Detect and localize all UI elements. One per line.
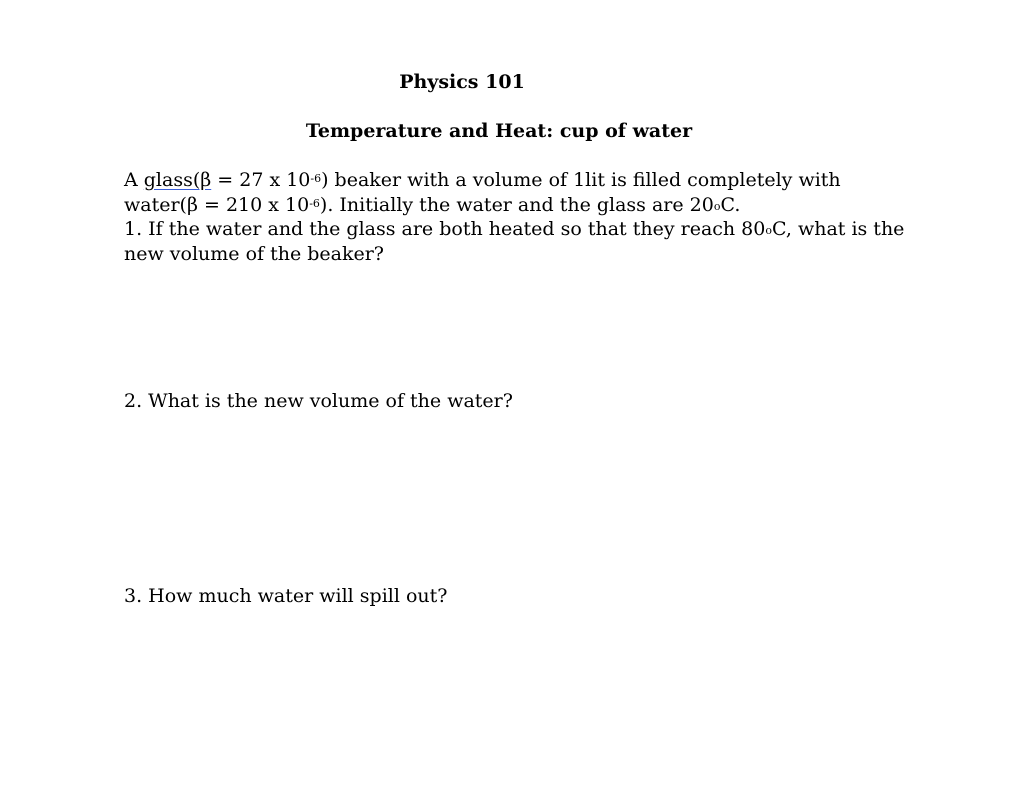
degree-symbol: o: [765, 224, 772, 237]
exponent: -6: [310, 172, 322, 185]
intro-text: = 27 x 10: [211, 169, 311, 191]
worksheet-title: Temperature and Heat: cup of water: [305, 120, 693, 142]
problem-statement: [124, 168, 905, 266]
intro-line-2: [124, 193, 884, 218]
intro-text: water(β = 210 x 10: [124, 193, 310, 216]
question-1-line-2: new volume of the beaker?: [124, 242, 384, 265]
intro-line-1: [124, 168, 884, 193]
question-1-text: 1. If the water and the glass are both heated so that they reach 80: [124, 218, 766, 240]
intro-text: ). Initially the water and the glass are 20: [319, 193, 714, 216]
spellcheck-underlined-word: glass(β: [143, 169, 212, 191]
exponent: -6: [309, 196, 320, 210]
question-3: 3. How much water will spill out?: [124, 585, 448, 607]
intro-text: ) beaker with a volume of 1lit is filled completely with: [321, 169, 841, 191]
intro-text: A: [124, 169, 144, 191]
degree-symbol: o: [713, 199, 721, 213]
question-1-line-1: [124, 217, 905, 242]
question-1-text: C, what is the: [772, 218, 905, 240]
intro-text: C.: [720, 193, 741, 216]
question-2: 2. What is the new volume of the water?: [124, 390, 513, 412]
course-title: Physics 101: [399, 71, 525, 93]
